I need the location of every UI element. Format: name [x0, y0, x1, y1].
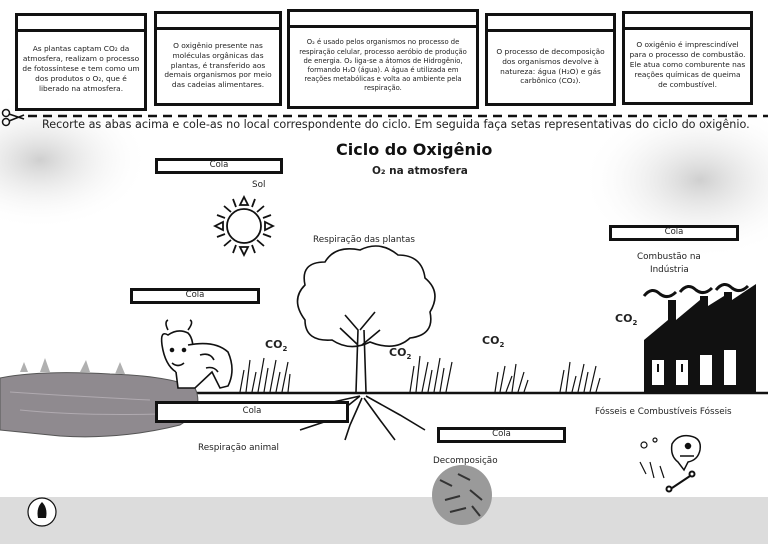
label-decomposicao: Decomposição	[433, 456, 498, 466]
tab-cellular-respiration[interactable]: O₂ é usado pelos organismos no processo de respiração celular, processo aeróbio de produção de energia. O₂ liga-se a átomos de Hidrogênio, formando H₂O (água). A água é utilizada em reações metabólicas e volta ao ambiente pela respiração.	[287, 9, 479, 109]
atmosphere-subtitle: O₂ na atmosfera	[372, 165, 468, 177]
factory-icon	[644, 284, 756, 393]
label-respiracao-plantas: Respiração das plantas	[313, 235, 415, 245]
cow-icon	[162, 320, 232, 388]
dinosaur-skull-icon	[672, 436, 701, 470]
grass-grey	[20, 358, 125, 374]
grass	[240, 356, 600, 392]
instruction-text: Recorte as abas acima e cole-as no local correspondente do ciclo. Em seguida faça setas representativas do ciclo do oxigênio.	[42, 118, 750, 131]
bone-icon	[667, 472, 695, 492]
label-respiracao-animal: Respiração animal	[198, 443, 279, 453]
label-combustao-1: Combustão na	[637, 252, 701, 262]
decomposition-circle-icon	[432, 465, 492, 525]
sun-icon	[215, 197, 273, 255]
label-sol: Sol	[252, 180, 266, 190]
label-fosseis: Fósseis e Combustíveis Fósseis	[595, 407, 732, 417]
label-combustao-2: Indústria	[650, 265, 689, 275]
fossil-bits	[640, 438, 664, 478]
co2-label: $CO_2$	[265, 338, 288, 354]
tab-food-chain[interactable]: O oxigênio presente nas moléculas orgânicas das plantas, é transferido aos demais organismos por meio das cadeias alimentares.	[154, 11, 282, 106]
tab-decomposition[interactable]: O processo de decomposição dos organismos devolve à natureza: água (H₂O) e gás carbônico (CO₂).	[485, 13, 616, 106]
co2-label: $CO_2$	[389, 346, 412, 362]
bottom-band	[0, 497, 768, 544]
cola-box-respiration[interactable]: Cola	[155, 401, 349, 423]
cola-box-top[interactable]: Cola	[155, 158, 283, 174]
co2-label: $CO_2$	[482, 334, 505, 350]
cola-box-animal[interactable]: Cola	[130, 288, 260, 304]
cloud-left	[0, 90, 150, 230]
rocket-logo-icon	[28, 498, 56, 526]
page-title: Ciclo do Oxigênio	[336, 140, 493, 159]
tab-combustion[interactable]: O oxigênio é imprescindível para o processo de combustão. Ele atua como comburente nas reações químicas de queima de combustível.	[622, 11, 753, 105]
co2-label: $CO_2$	[615, 312, 638, 328]
tab-photosynthesis[interactable]: As plantas captam CO₂ da atmosfera, realizam o processo de fotossíntese e tem como um dos produtos o O₂, que é liberado na atmosfera.	[15, 13, 147, 111]
cola-box-decomposition[interactable]: Cola	[437, 427, 566, 443]
cola-box-combustion[interactable]: Cola	[609, 225, 739, 241]
